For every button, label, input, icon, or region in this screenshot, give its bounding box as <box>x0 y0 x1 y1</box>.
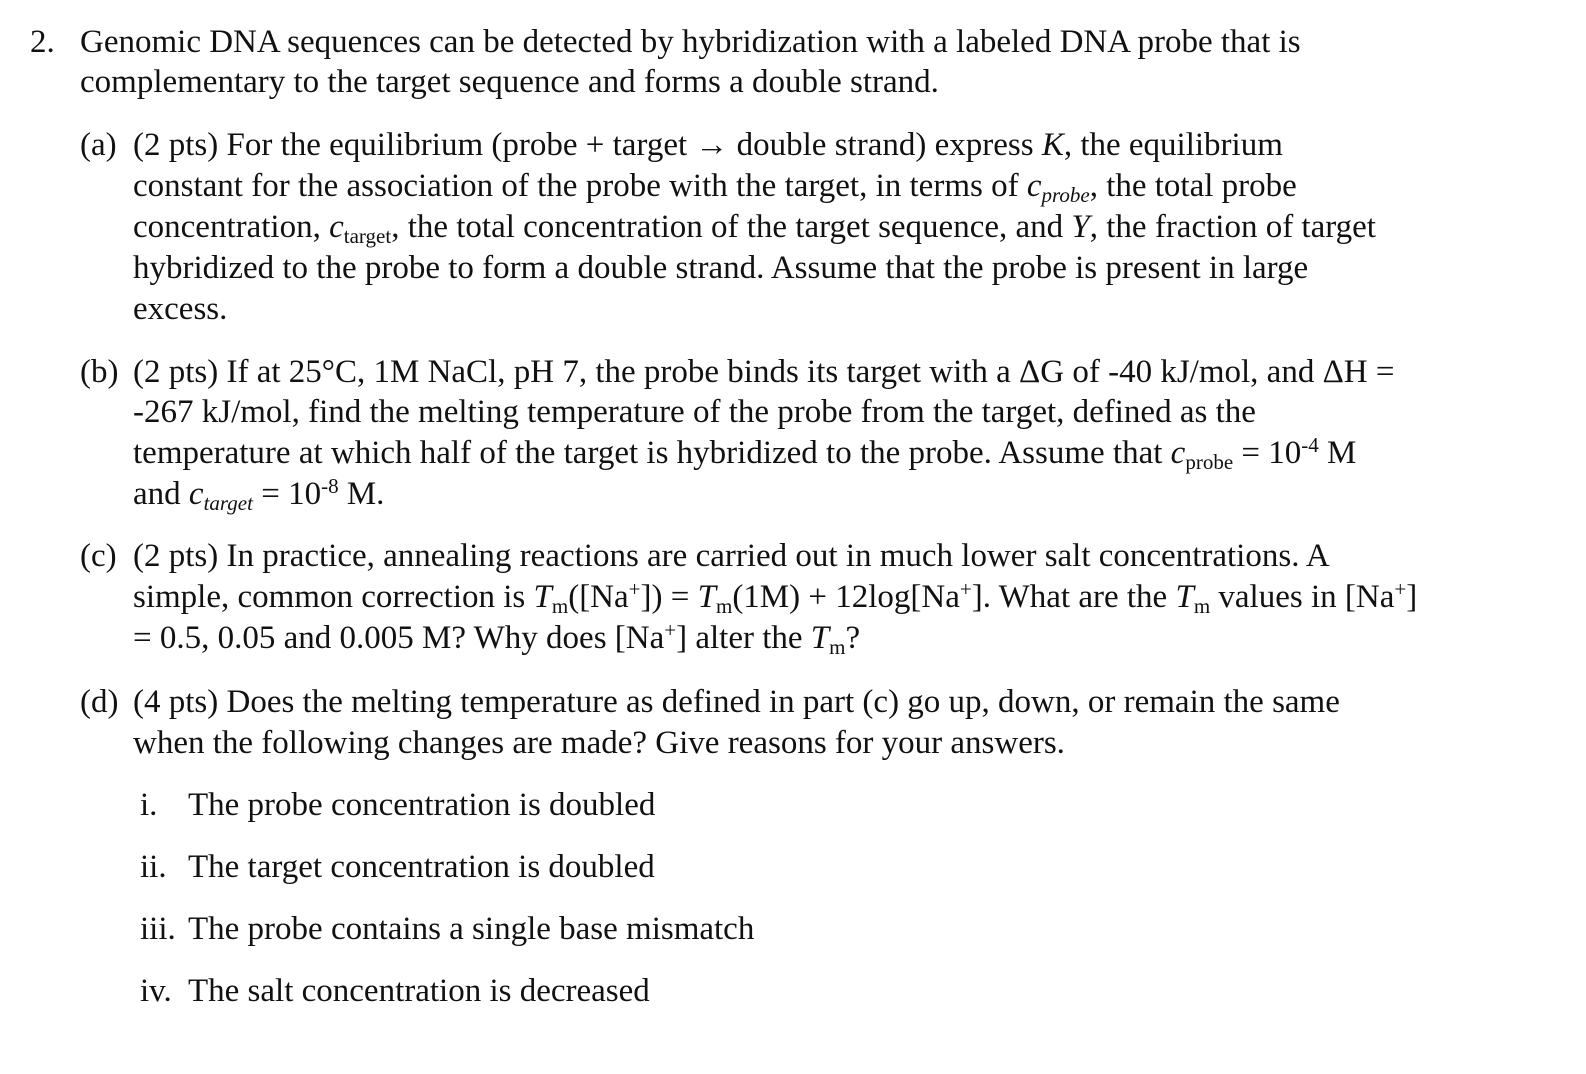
part-b-label: (b) <box>80 354 119 390</box>
question-number: 2. <box>30 24 55 60</box>
question-text-line-2: complementary to the target sequence and forms a double strand. <box>80 64 939 100</box>
part-b-line-4: and $c_{target} = 10^{-8}$ M. <box>133 474 385 515</box>
part-a-line-4: hybridized to the probe to form a double strand. Assume that the probe is present in large <box>133 250 1309 286</box>
part-b-line-2: -267 kJ/mol, find the melting temperature of the probe from the target, defined as the <box>133 394 1256 430</box>
part-c-label: (c) <box>80 538 117 574</box>
part-d-item-1-text: The probe concentration is doubled <box>188 787 656 823</box>
part-d-label: (d) <box>80 684 119 720</box>
part-a-line-3: concentration, $c_{target}$, the total concentration of the target sequence, and Y, the fraction of target <box>133 209 1376 248</box>
part-d-item-4-label: iv. <box>140 973 172 1009</box>
part-d-item-2-text: The target concentration is doubled <box>188 849 655 885</box>
part-d-item-2-label: ii. <box>140 849 167 885</box>
question-text-line-1: Genomic DNA sequences can be detected by hybridization with a labeled DNA probe that is <box>80 24 1301 60</box>
part-c-line-2: simple, common correction is $T_m([Na^+]) = T_m(1M) + 12\log[Na^+]$. What are the $T_m$ values in [Na+] <box>133 577 1418 618</box>
part-b-line-3: temperature at which half of the target is hybridized to the probe. Assume that $c_{probe} = 10^{-4}$ M <box>133 433 1357 474</box>
part-a-line-2: constant for the association of the probe with the target, in terms of $c_{probe}$, the total probe <box>133 168 1297 207</box>
part-d-item-1-label: i. <box>140 787 158 823</box>
part-d-line-2: when the following changes are made? Give reasons for your answers. <box>133 725 1065 761</box>
part-c-line-1: (2 pts) In practice, annealing reactions are carried out in much lower salt concentrations. A <box>133 538 1330 574</box>
part-c-line-3: = 0.5, 0.05 and 0.005 M? Why does [Na+] alter the $T_m$? <box>133 618 861 659</box>
part-d-item-3-label: iii. <box>140 911 176 947</box>
part-a-label: (a) <box>80 127 117 163</box>
part-a-line-1: (2 pts) For the equilibrium (probe + target → double strand) express K, the equilibrium <box>133 127 1283 163</box>
part-d-item-3-text: The probe contains a single base mismatch <box>188 911 755 947</box>
part-d-item-4-text: The salt concentration is decreased <box>188 973 650 1009</box>
part-d-line-1: (4 pts) Does the melting temperature as defined in part (c) go up, down, or remain the same <box>133 684 1340 720</box>
part-b-line-1: (2 pts) If at 25°C, 1M NaCl, pH 7, the probe binds its target with a ΔG of -40 kJ/mol, and ΔH = <box>133 354 1395 390</box>
part-a-line-5: excess. <box>133 291 228 327</box>
